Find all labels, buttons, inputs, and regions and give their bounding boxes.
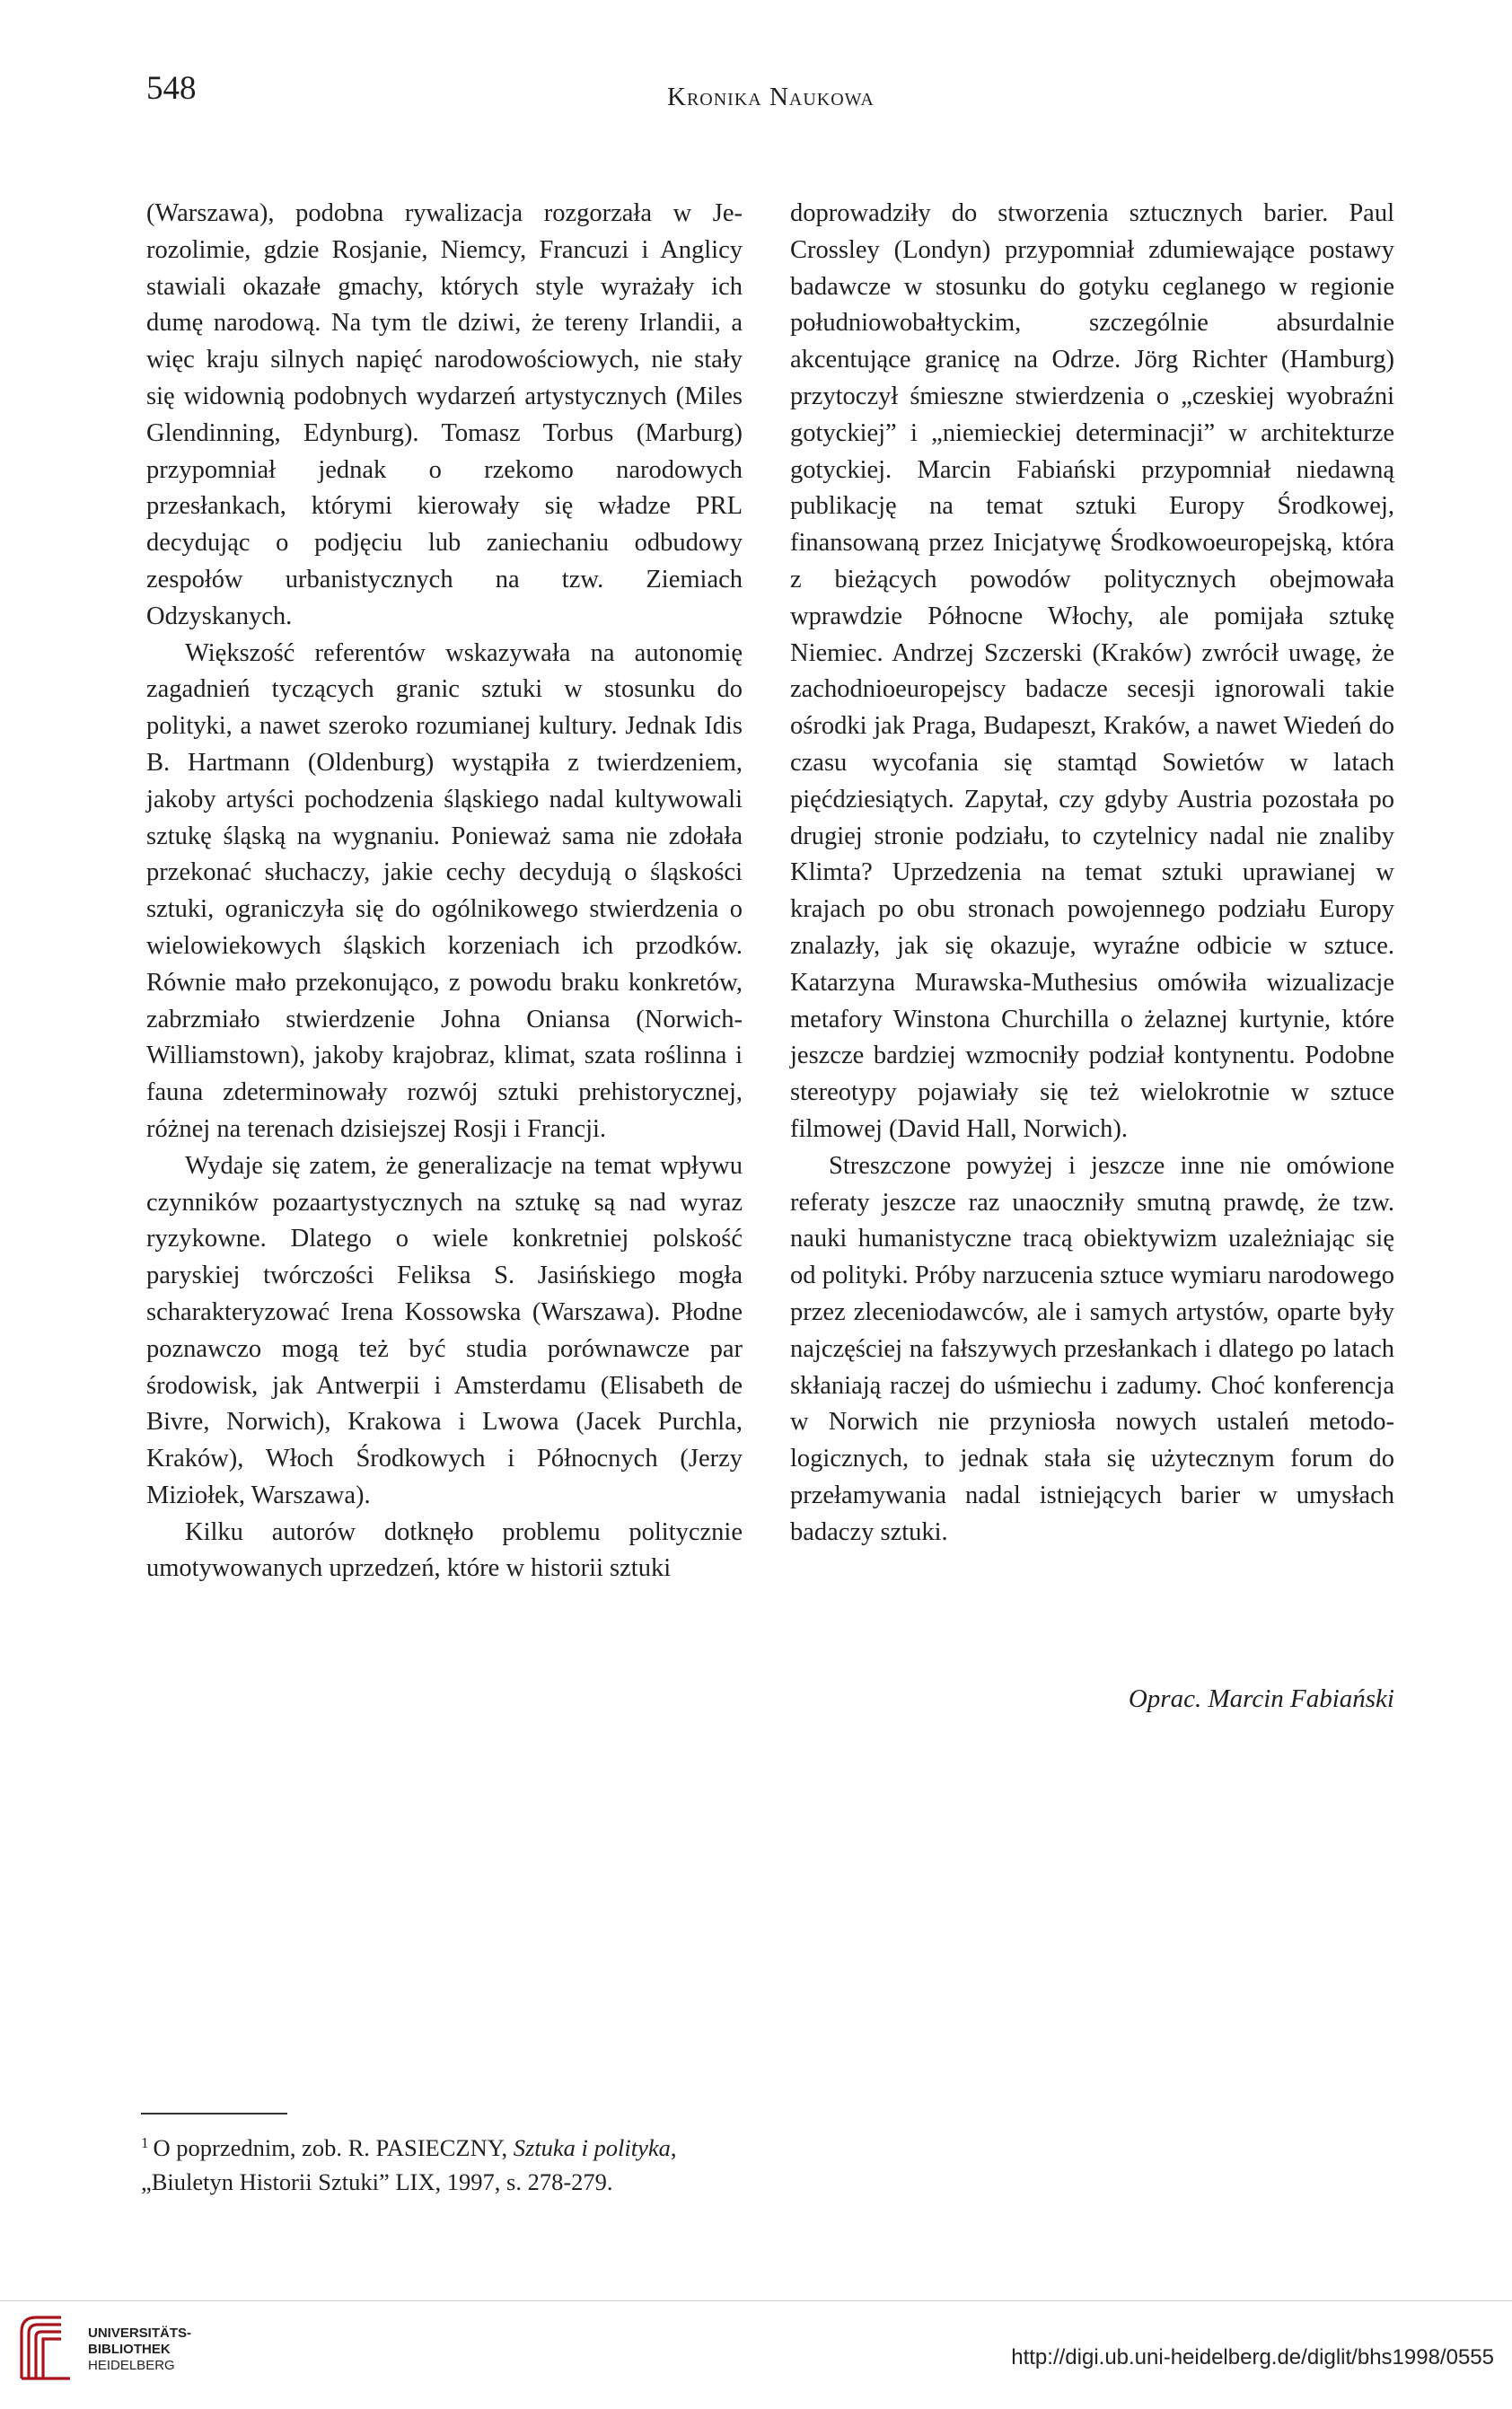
- source-url-link[interactable]: http://digi.ub.uni-heidelberg.de/diglit/bhs1998/0555: [1011, 2345, 1494, 2369]
- text-column-right: [790, 196, 1394, 1551]
- footer-divider: [0, 2300, 1512, 2301]
- library-name-line: HEIDELBERG: [88, 2358, 175, 2373]
- footnote-marker: 1: [141, 2134, 149, 2151]
- ub-heidelberg-logo-icon: [16, 2312, 75, 2382]
- footnote-text: O poprzednim, zob. R. PASIECZNY,: [153, 2134, 514, 2161]
- paragraph: doprowadziły do stworzenia sztucznych barier. Paul Crossley (Londyn) przypomniał zdumiewające postawy badawcze w stosunku do gotyku ceglanego w regionie południowobałtyckim, szczególnie absurdalnie akcentujące granicę na Odrze. Jörg Richter (Hamburg) przytoczył śmieszne stwierdzenia o „czeskiej wyobraźni gotyckiej” i „niemieckiej determinacji” w architekturze gotyckiej. Marcin Fabiański przypomniał niedawną publikację na temat sztuki Europy Środkowej, finansowaną przez Inicjatywę Środkowoeuropejską, która z bieżących powodów politycznych obejmowała wprawdzie Północne Włochy, ale pomijała sztukę Niemiec. Andrzej Szczerski (Kraków) zwrócił uwagę, że zachodnioeuropejscy badacze secesji ignorowali takie ośrodki jak Praga, Budapeszt, Kraków, a nawet Wiedeń do czasu wycofania się stamtąd Sowietów w latach pięćdziesiątych. Zapytał, czy gdyby Austria pozostała po drugiej stronie podziału, to czytelnicy nadal nie znaliby Klimta? Uprzedzenia na temat sztuki uprawianej w krajach po obu stronach powojennego podziału Europy znalazły, jak się okazuje, wyraźne odbicie w sztuce. Katarzyna Murawska-Muthesius omówiła wizualizacje metafory Winstona Churchilla o żelaznej kurtynie, które jeszcze bardziej wzmocniły podział kontynentu. Podobne stereotypy pojawiały się też wielokrotnie w sztuce filmowej (David Hall, Norwich).: [790, 199, 1394, 1143]
- library-name-line: UNIVERSITÄTS-: [88, 2325, 192, 2341]
- paragraph: Kilku autorów dotknęło problemu politycznie umotywowanych uprzedzeń, które w historii sztuki: [146, 1517, 743, 1583]
- footnote-source: , „Biuletyn Historii Sztuki” LIX, 1997, s. 278-279.: [141, 2134, 677, 2195]
- footnote-divider: [141, 2113, 287, 2114]
- paragraph: (Warszawa), podobna rywalizacja rozgorzała w Jerozolimie, gdzie Rosjanie, Niemcy, Francuzi i Anglicy stawiali okazałe gmachy, których style wyrażały ich dumę narodową. Na tym tle dziwi, że tereny Irlandii, a więc kraju silnych napięć narodowościowych, nie stały się widownią podobnych wydarzeń artystycznych (Miles Glendinning, Edynburg). Tomasz Torbus (Marburg) przypomniał jednak o rzekomo narodowych przesłankach, którymi kierowały się władze PRL decydując o podjęciu lub zaniechaniu odbudowy zespołów urbanistycznych na tzw. Ziemiach Odzyskanych.: [146, 199, 743, 630]
- running-head: Kronika Naukowa: [667, 83, 875, 111]
- paragraph: Wydaje się zatem, że generalizacje na temat wpływu czynników pozaartystycznych na sztukę są nad wyraz ryzykowne. Dlatego o wiele konkretniej polskość paryskiej twórczości Feliksa S. Jasińskiego mogła scharakteryzować Irena Kossowska (Warszawa). Płodne poznawczo mogą też być studia porównawcze par środowisk, jak Antwerpii i Amsterdamu (Elisabeth de Bivre, Norwich), Krakowa i Lwowa (Jacek Purchla, Kraków), Włoch Środkowych i Północnych (Jerzy Miziołek, Warszawa).: [146, 1151, 743, 1509]
- author-signature: Oprac. Marcin Fabiański: [1128, 1684, 1394, 1713]
- footnote-title: Sztuka i polityka: [513, 2134, 671, 2161]
- page-number: 548: [146, 70, 197, 107]
- library-name-line: BIBLIOTHEK: [88, 2342, 171, 2357]
- text-column-left: [146, 196, 743, 1587]
- library-name: [88, 2325, 191, 2374]
- footnote: [141, 2126, 752, 2199]
- paragraph: Większość referentów wskazywała na autonomię zagadnień tyczących granic sztuki w stosunku do polityki, a nawet szeroko rozumianej kultury. Jednak Idis B. Hartmann (Oldenburg) wystąpiła z twierdzeniem, jakoby artyści pochodzenia śląskiego nadal kultywowali sztukę śląską na wygnaniu. Ponieważ sama nie zdołała przekonać słuchaczy, jakie cechy decydują o śląskości sztuki, ograniczyła się do ogólnikowego stwierdzenia o wielowiekowych śląskich korzeniach ich przodków. Równie mało przekonująco, z powodu braku konkretów, zabrzmiało stwierdzenie Johna Oniansa (Norwich-Williamstown), jakoby krajobraz, klimat, szata roślinna i fauna zdeterminowały rozwój sztuki prehistorycznej, różnej na terenach dzisiejszej Rosji i Francji.: [146, 638, 743, 1143]
- paragraph: Streszczone powyżej i jeszcze inne nie omówione referaty jeszcze raz unaoczniły smutną prawdę, że tzw. nauki humanistyczne tracą obiektywizm uzależniając się od polityki. Próby narzucenia sztuce wymiaru narodowego przez zleceniodawców, ale i samych artystów, oparte były najczęściej na fałszywych przesłankach i dlatego po latach skłaniają raczej do uśmiechu i zadumy. Choć konferencja w Norwich nie przyniosła nowych ustaleń metodologicznych, to jednak stała się użytecznym forum do przełamywania nadal istniejących barier w umysłach badaczy sztuki.: [790, 1151, 1394, 1546]
